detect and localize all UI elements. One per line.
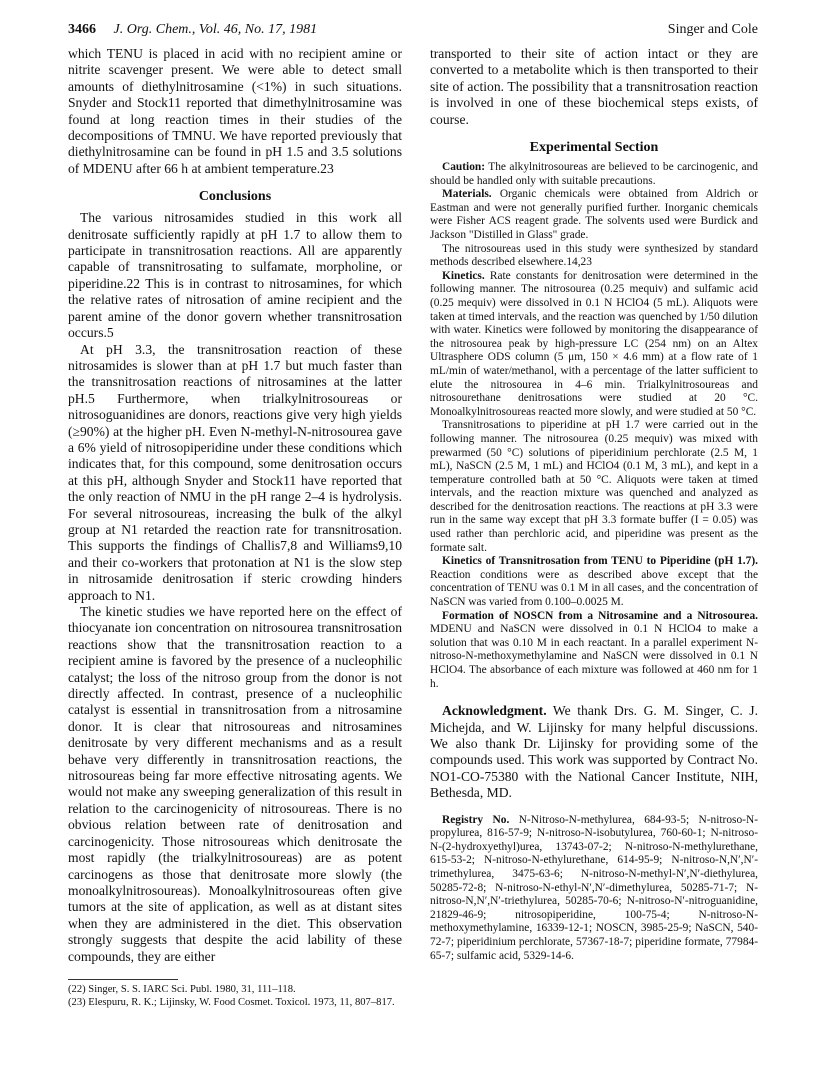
runin-heading: Caution: — [442, 161, 486, 174]
paragraph-text: Organic chemicals were obtained from Aldrich or Eastman and were not generally purified further. Inorganic chemicals were Fisher ACS reagent grade. The solvents used were Burdick and Jackson "Distilled in Glass" grade. — [430, 188, 758, 241]
runin-heading: Materials. — [442, 188, 492, 201]
paragraph-text: We thank Drs. G. M. Singer, C. J. Michejda, and W. Lijinsky for many helpful discussions. We also thank Dr. Lijinsky for providing some of the compounds used. This work was supported by Contract No. NO1-CO-75380 with the National Cancer Institute, NIH, Bethesda, MD. — [430, 703, 758, 801]
footnote: (22) Singer, S. S. IARC Sci. Publ. 1980, 31, 111–118. — [68, 984, 296, 995]
kinetics-paragraph — [430, 270, 758, 420]
paragraph: The kinetic studies we have reported here on the effect of thiocyanate ion concentration on nitrosourea transnitrosation reactions show that the transnitrosation reaction to a recipient amine is favored by the presence of a nucleophilic catalyst; the loss of the nitroso group from the donor is not directly affected. In contrast, presence of a nucleophilic catalyst is essential in transnitrosation from a nitrosamine donor. It is clear that nitrosoureas and nitrosamines denitrosate by very different mechanisms and as a result behave very differently in transnitrosation reactions, the nitrosoureas being far more effective nitrosating agents. We would not make any sweeping generalization of this result in relation to the carcinogenicity of nitrosoureas. There is no obvious relation between rate of denitrosation and carcinogenicity. Those nitrosoureas which denitrosate the most rapidly (the trialkylnitrosoureas) are as potent carcinogens as those that denitrosate more slowly (the monoalkylnitrosoureas). Monoalkylnitrosoureas often give tumors at the site of application, as well as at distant sites when they are administered in the diet. This observation strongly suggests that despite the acid lability of these compounds, they are either — [68, 604, 402, 964]
formation-paragraph — [430, 610, 758, 692]
journal-volume: Vol. 46, No. 17, 1981 — [198, 22, 318, 37]
section-heading-conclusions: Conclusions — [198, 189, 272, 205]
runin-heading: Kinetics of Transnitrosation from TENU to Piperidine (pH 1.7). — [442, 555, 758, 568]
footnote: (23) Elespuru, R. K.; Lijinsky, W. Food Cosmet. Toxicol. 1973, 11, 807–817. — [68, 996, 395, 1008]
acknowledgment-paragraph — [430, 703, 758, 801]
kinetics-tenu-paragraph — [430, 555, 758, 609]
runin-heading: Kinetics. — [442, 269, 485, 282]
caution-paragraph — [430, 161, 758, 188]
left-column — [68, 46, 402, 965]
section-heading-experimental: Experimental Section — [529, 140, 659, 156]
registry-paragraph — [430, 814, 758, 964]
footnotes — [68, 979, 402, 1009]
paragraph: which TENU is placed in acid with no recipient amine or nitrite scavenger present. We were able to detect small amounts of diethylnitrosamine (<1%) in such situations. Snyder and Stock11 reported that dimethylnitrosamine was found at long reaction times in their studies of the decompositions of TMNU. We have reported previously that diethylnitrosamine can be found in pH 1.5 and 3.5 solutions of MDENU after 66 h at ambient temperature.23 — [68, 46, 402, 176]
running-header — [68, 22, 758, 42]
header-authors: Singer and Cole — [667, 22, 758, 37]
paragraph: At pH 3.3, the transnitrosation reaction of these nitrosamides is slower than at pH 1.7 but much faster than the transnitrosation reactions of nitrosamines at the latter pH.5 Furthermore, when trialkylnitrosoureas or nitrosoguanidines are donors, reactions give very high yields (≥90%) at the higher pH. Even N-methyl-N-nitrosourea gave a 6% yield of nitrosopiperidine under these conditions which indicates that, for this compound, some denitrosation occurs at this pH, although Snyder and Stock11 have reported that the only reaction of NMU in the pH range 2–4 is hydrolysis. For several nitrosoureas, increasing the bulk of the alkyl group at N1 retarded the reaction rate for transnitrosation. This supports the findings of Challis7,8 and Williams9,10 and their co-workers that protonation at N1 is the slow step in nitrosamide denitrosation if steric crowding hinders approach to N1. — [68, 341, 402, 603]
runin-heading: Registry No. — [442, 813, 510, 826]
paragraph-text: N-Nitroso-N-methylurea, 684-93-5; N-nitroso-N-propylurea, 816-57-9; N-nitroso-N-isobutylurea, 760-60-1; N-nitroso-N-(2-hydroxyethyl)urea, 13743-07-2; N-nitroso-N-methylurethane, 615-53-2; N-nitroso-N-ethylurethane, 614-95-9; N-nitroso-N,N′,N′-trimethylurea, 3475-63-6; N-nitroso-N-methyl-N′,N′-diethylurea, 50285-72-8; N-nitroso-N-ethyl-N′,N′-dimethylurea, 50285-71-7; N-nitroso-N,N′,N′-triethylurea, 50285-70-6; N-nitroso-N′-nitroguanidine, 21829-46-9; nitrosopiperidine, 100-75-4; N-nitroso-N-methoxymethylamine, 16339-12-1; NOSCN, 3985-25-9; NaSCN, 540-72-7; piperidinium perchlorate, 57367-18-7; piperidine formate, 77984-65-7; sulfamic acid, 5329-14-6. — [430, 813, 758, 962]
paragraph: transported to their site of action intact or they are converted to a metabolite which is then transported to their site of action. The possibility that a transnitrosation reaction is involved in one of these biochemical steps exists, of course. — [430, 46, 758, 127]
paragraph-text: The alkylnitrosoureas are believed to be carcinogenic, and should be handled only with suitable precautions. — [430, 161, 758, 187]
journal-name: J. Org. Chem. — [113, 22, 192, 37]
paragraph: Transnitrosations to piperidine at pH 1.7 were carried out in the following manner. The nitrosourea (0.25 mequiv) was mixed with prewarmed (50 °C) solutions of piperidinium perchlorate (2.5 M, 1 mL), NaSCN (2.5 M, 1 mL) and HClO4 (0.1 M, 3 mL), and kept in a temperature controlled bath at 50 °C. Aliquots were taken at timed intervals, and the reaction mixture was quenched and analyzed as described for the denitrosation reactions. The reactions at pH 3.3 were run in the same way except that pH 3.3 formate buffer (I = 0.05) was used rather than perchloric acid, and piperidine was present as the formate salt. — [430, 419, 758, 554]
page-number: 3466 — [68, 22, 96, 37]
paragraph: The nitrosoureas used in this study were synthesized by standard methods described elsewhere.14,23 — [430, 242, 758, 269]
runin-heading: Acknowledgment. — [442, 703, 547, 719]
paragraph-text: MDENU and NaSCN were dissolved in 0.1 N HClO4 to make a solution that was 0.10 M in each reactant. In a parallel experiment N-nitroso-N-methoxymethylamine and NaSCN were dissolved in 0.1 N HClO4. The absorbance of each mixture was followed at 460 nm for 1 h. — [430, 623, 758, 690]
materials-paragraph — [430, 188, 758, 242]
runin-heading: Formation of NOSCN from a Nitrosamine and a Nitrosourea. — [442, 609, 758, 622]
paragraph: The various nitrosamides studied in this work all denitrosate sufficiently rapidly at pH 1.7 to allow them to participate in transnitrosation reactions. All are apparently capable of transnitrosating to sulfamate, morpholine, or piperidine.22 This is in contrast to nitrosamines, for which the relative rates of nitrosation of amine recipient and the parent amine of the donor govern whether transnitrosation occurs.5 — [68, 210, 402, 341]
header-left: 3466 J. Org. Chem., Vol. 46, No. 17, 1981 — [68, 22, 318, 37]
right-column — [430, 46, 758, 963]
paragraph-text: Rate constants for denitrosation were determined in the following manner. The nitrosourea (0.25 mequiv) and sulfamic acid (0.25 mequiv) were dissolved in 0.1 N HClO4 (5 mL). Aliquots were taken at timed intervals, and the reaction was quenched by 1/50 dilution with water. Kinetics were followed by monitoring the disappearance of the nitrosourea peak by high-pressure LC (254 nm) on an Altex Ultrasphere ODS column (5 μm, 150 × 4.6 mm) at a flow rate of 1 mL/min of water/methanol, with a percentage of the latter sufficient to elute the nitrosourea in 4–6 min. Trialkylnitrosoureas and nitrosourethane denitrosations were studied at 20 °C. Monoalkylnitrosoureas reacted more slowly, and were studied at 50 °C. — [430, 269, 758, 418]
footnote-rule — [68, 979, 178, 980]
paragraph-text: Reaction conditions were as described above except that the concentration of TENU was 0.1 M in all cases, and the concentration of NaSCN was varied from 0.100–0.0025 M. — [430, 568, 758, 609]
